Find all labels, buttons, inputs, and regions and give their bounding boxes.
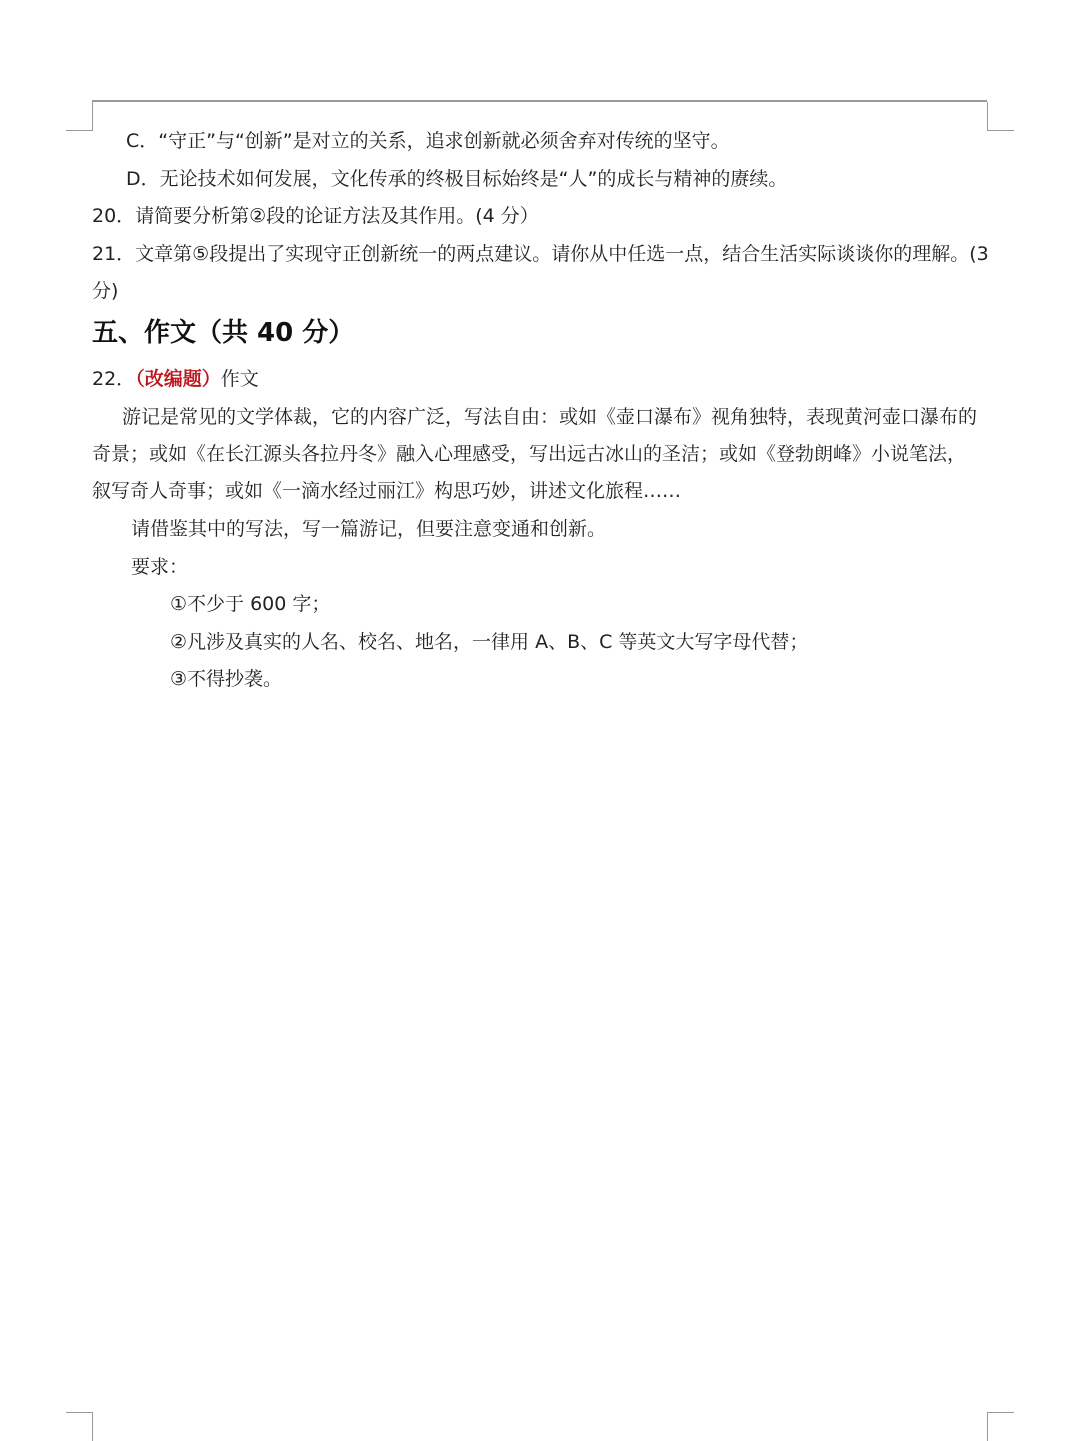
corner-mark-top-right [987, 102, 1014, 131]
question-22-header [92, 366, 259, 392]
question-22-number: 22． [92, 368, 136, 390]
question-22-title: 作文 [220, 368, 259, 390]
question-21-line-2: 分) [92, 280, 119, 302]
header-rule [92, 100, 987, 102]
requirements-label: 要求： [131, 556, 189, 578]
section-heading: 五、作文（共 40 分） [92, 318, 355, 348]
question-21-line-1: 21．文章第⑤段提出了实现守正创新统一的两点建议。请你从中任选一点，结合生活实际谈谈你的理解。(3 [92, 243, 989, 265]
corner-mark-top-left [66, 102, 93, 131]
requirement-item: ③不得抄袭。 [170, 668, 283, 690]
requirement-item: ①不少于 600 字； [170, 593, 331, 615]
option-c: C．“守正”与“创新”是对立的关系，追求创新就必须舍弃对传统的坚守。 [126, 130, 730, 152]
essay-paragraph-line-3: 叙写奇人奇事；或如《一滴水经过丽江》构思巧妙，讲述文化旅程…… [92, 480, 682, 502]
option-d: D．无论技术如何发展，文化传承的终极目标始终是“人”的成长与精神的赓续。 [126, 168, 788, 190]
corner-mark-bottom-left [66, 1412, 93, 1441]
corner-mark-bottom-right [987, 1412, 1014, 1441]
essay-paragraph-line-2: 奇景；或如《在长江源头各拉丹冬》融入心理感受，写出远古冰山的圣洁；或如《登勃朗峰》小说笔法， [92, 443, 967, 465]
adapted-tag: （改编题） [135, 368, 221, 390]
essay-paragraph-line-1: 游记是常见的文学体裁，它的内容广泛，写法自由：或如《壶口瀑布》视角独特，表现黄河壶口瀑布的 [122, 406, 978, 428]
essay-prompt: 请借鉴其中的写法，写一篇游记，但要注意变通和创新。 [131, 518, 607, 540]
question-20: 20．请简要分析第②段的论证方法及其作用。(4 分） [92, 205, 539, 227]
requirement-item: ②凡涉及真实的人名、校名、地名，一律用 A、B、C 等英文大写字母代替； [170, 631, 809, 653]
